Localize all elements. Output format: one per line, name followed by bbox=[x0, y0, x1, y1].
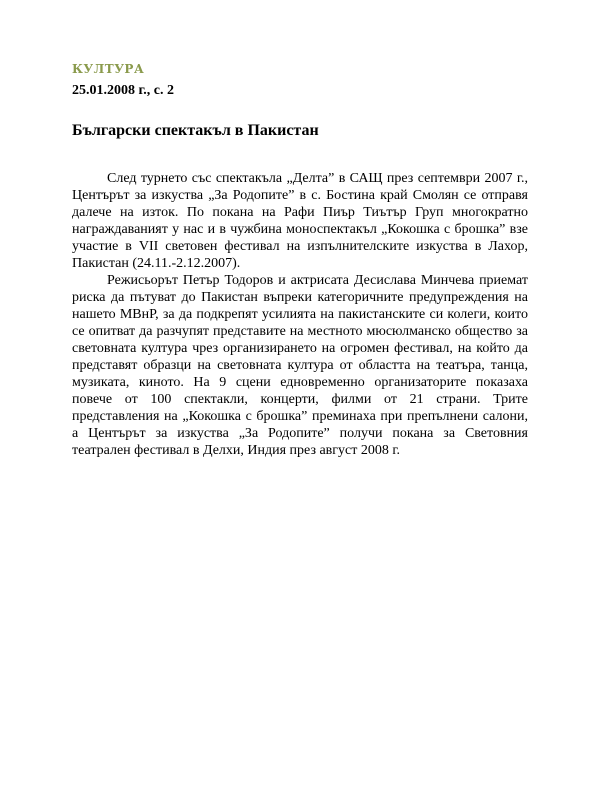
section-logo: КУЛТУРА bbox=[72, 62, 145, 76]
document-page bbox=[72, 62, 528, 459]
publication-date: 25.01.2008 г., с. 2 bbox=[72, 83, 174, 98]
article-paragraph: Режисьорът Петър Тодоров и актрисата Десислава Минчева приемат риска да пътуват до Пакистан въпреки категоричните предупреждения на нашето МВнР, за да подкрепят усилията на пакистанските си колеги, които се опитват да разчупят представите на местното мюсюлманско общество за световната култура чрез организирането на огромен фестивал, на който да представят образци на световната култура от областта на театъра, танца, музиката, киното. На 9 сцени едновременно организаторите показаха повече от 100 спектакли, концерти, филми от 21 страни. Трите представления на „Кокошка с брошка” преминаха при препълнени салони, а Центърът за изкуства „За Родопите” получи покана за Световния театрален фестивал в Делхи, Индия през август 2008 г. bbox=[72, 273, 528, 458]
article-title: Български спектакъл в Пакистан bbox=[72, 122, 319, 139]
article-paragraph: След турнето със спектакъла „Делта” в САЩ през септември 2007 г., Центърът за изкуства „За Родопите” в с. Бостина край Смолян се отправя далече на изток. По покана на Рафи Пиър Тиътър Груп многократно награждаваният у нас и в чужбина моноспектакъл „Кокошка с брошка” взе участие в VII световен фестивал на изпълнителските изкуства в Лахор, Пакистан (24.11.-2.12.2007). bbox=[72, 171, 528, 271]
article-body bbox=[72, 170, 528, 459]
